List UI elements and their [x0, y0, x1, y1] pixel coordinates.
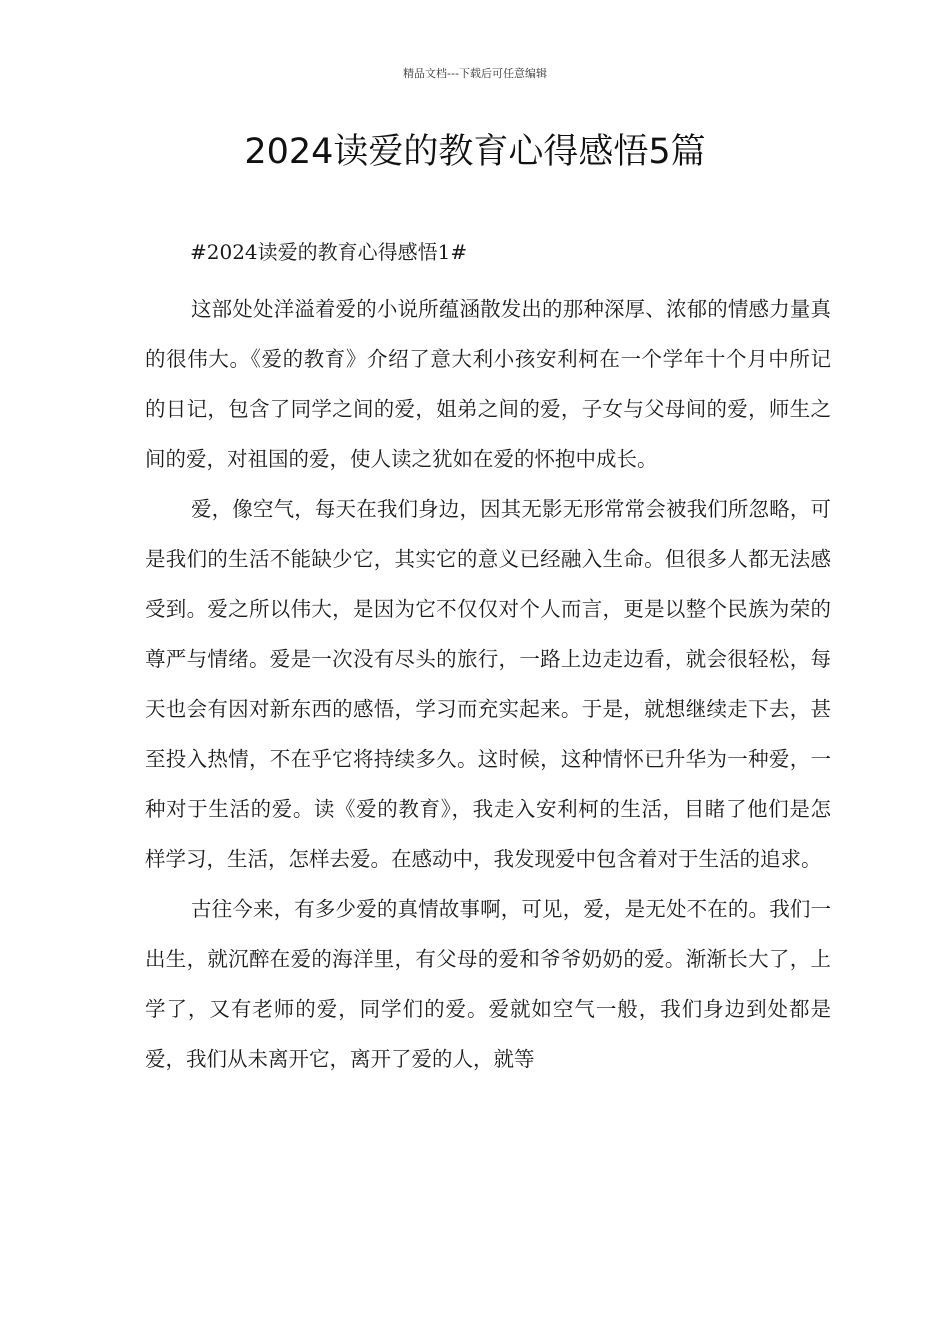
section-heading: #2024读爱的教育心得感悟1#	[190, 240, 468, 264]
paragraph-2: 爱，像空气，每天在我们身边，因其无影无形常常会被我们所忽略，可是我们的生活不能缺少它，其实它的意义已经融入生命。但很多人都无法感受到。爱之所以伟大，是因为它不仅仅对个人而言，更是以整个民族为荣的尊严与情绪。爱是一次没有尽头的旅行，一路上边走边看，就会很轻松，每天也会有因对新东西的感悟，学习而充实起来。于是，就想继续走下去，甚至投入热情，不在乎它将持续多久。这时候，这种情怀已升华为一种爱，一种对于生活的爱。读《爱的教育》，我走入安利柯的生活，目睹了他们是怎样学习，生活，怎样去爱。在感动中，我发现爱中包含着对于生活的追求。	[145, 497, 831, 871]
paragraph-1: 这部处处洋溢着爱的小说所蕴涵散发出的那种深厚、浓郁的情感力量真的很伟大。《爱的教育》介绍了意大利小孩安利柯在一个学年十个月中所记的日记，包含了同学之间的爱，姐弟之间的爱，子女与父母间的爱，师生之间的爱，对祖国的爱，使人读之犹如在爱的怀抱中成长。	[145, 297, 831, 471]
paragraph-3: 古往今来，有多少爱的真情故事啊，可见，爱，是无处不在的。我们一出生，就沉醉在爱的海洋里，有父母的爱和爷爷奶奶的爱。渐渐长大了，上学了，又有老师的爱，同学们的爱。爱就如空气一般，我们身边到处都是爱，我们从未离开它，离开了爱的人，就等	[145, 897, 831, 1071]
body-text	[145, 284, 831, 1084]
document-title: 2024读爱的教育心得感悟5篇	[244, 132, 706, 172]
header-note: 精品文档---下载后可任意编辑	[403, 67, 547, 80]
